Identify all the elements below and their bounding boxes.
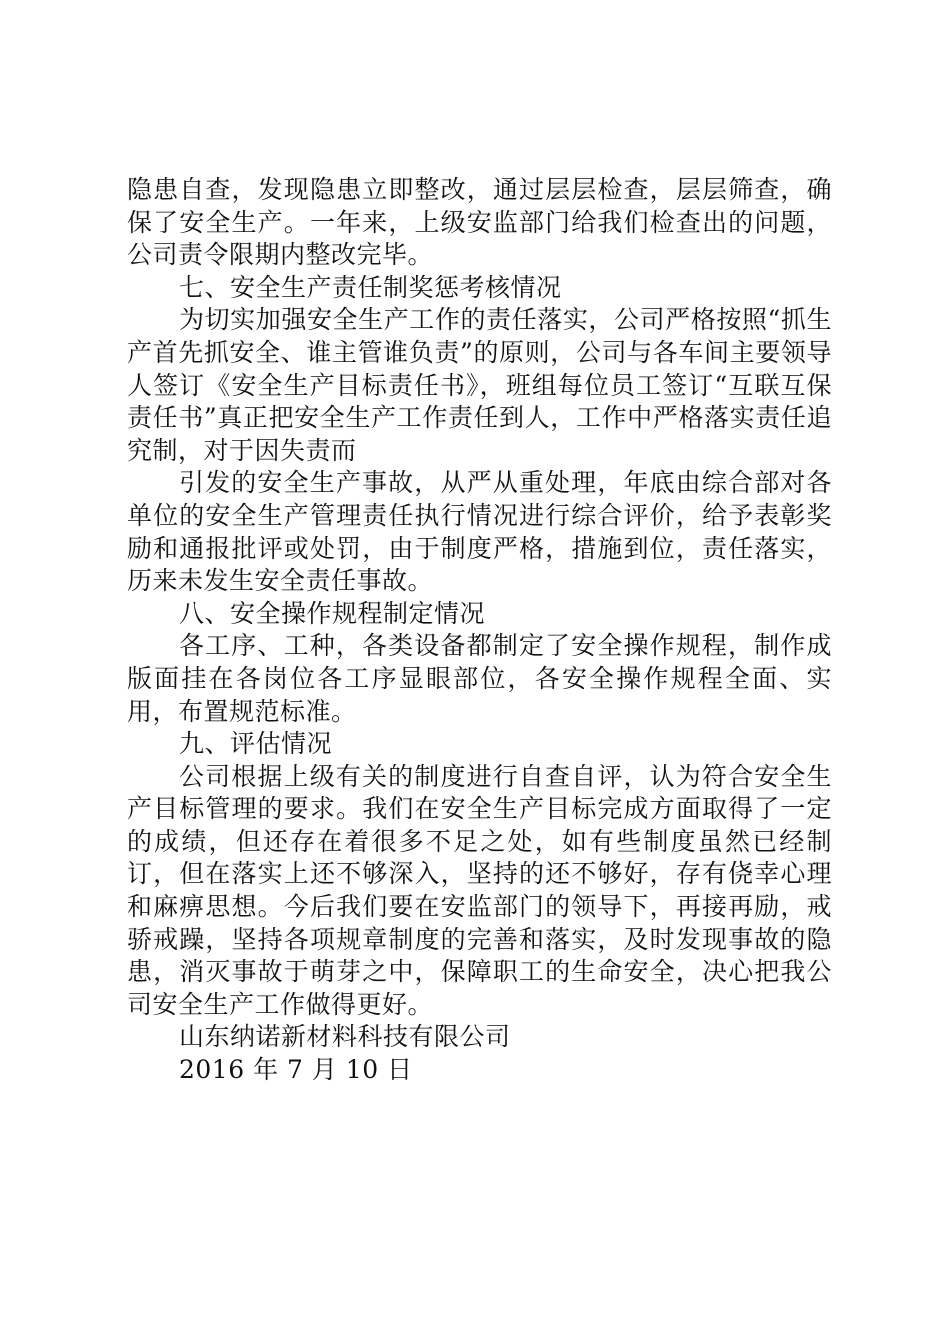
signature-date: 2016 年 7 月 10 日: [179, 1055, 413, 1085]
heading-evaluation: 九、评估情况: [179, 729, 333, 759]
paragraph-evaluation: 公司根据上级有关的制度进行自查自评，认为符合安全生产目标管理的要求。我们在安全生产目标完成方面取得了一定的成绩，但还存在着很多不足之处，如有些制度虽然已经制订，但在落实上还不够深入，坚持的还不够好，存有侥幸心理和麻痹思想。今后我们要在安监部门的领导下，再接再励，戒骄戒躁，坚持各项规章制度的完善和落实，及时发现事故的隐患，消灭事故于萌芽之中，保障职工的生命安全，决心把我公司安全生产工作做得更好。: [127, 761, 832, 1019]
paragraph-accident-handling: 引发的安全生产事故，从严从重处理，年底由综合部对各单位的安全生产管理责任执行情况进行综合评价，给予表彰奖励和通报批评或处罚，由于制度严格，措施到位，责任落实，历来未发生安全责任事故。: [127, 468, 832, 596]
paragraph-responsibility-implementation: 为切实加强安全生产工作的责任落实，公司严格按照“抓生产首先抓安全、谁主管谁负责”的原则，公司与各车间主要领导人签订《安全生产目标责任书》，班组每位员工签订“互联互保责任书”真正把安全生产工作责任到人，工作中严格落实责任追究制，对于因失责而: [127, 305, 832, 465]
heading-operating-procedures: 八、安全操作规程制定情况: [179, 598, 486, 628]
signature-company-name: 山东纳诺新材料科技有限公司: [179, 1022, 511, 1052]
paragraph-hazard-check: 隐患自查，发现隐患立即整改，通过层层检查，层层筛查，确保了安全生产。一年来，上级安监部门给我们检查出的问题，公司责令限期内整改完毕。: [127, 175, 832, 270]
heading-responsibility-assessment: 七、安全生产责任制奖惩考核情况: [179, 272, 562, 302]
document-body: [127, 174, 832, 1087]
paragraph-operating-procedures: 各工序、工种，各类设备都制定了安全操作规程，制作成版面挂在各岗位各工序显眼部位，各安全操作规程全面、实用，布置规范标准。: [127, 631, 832, 726]
